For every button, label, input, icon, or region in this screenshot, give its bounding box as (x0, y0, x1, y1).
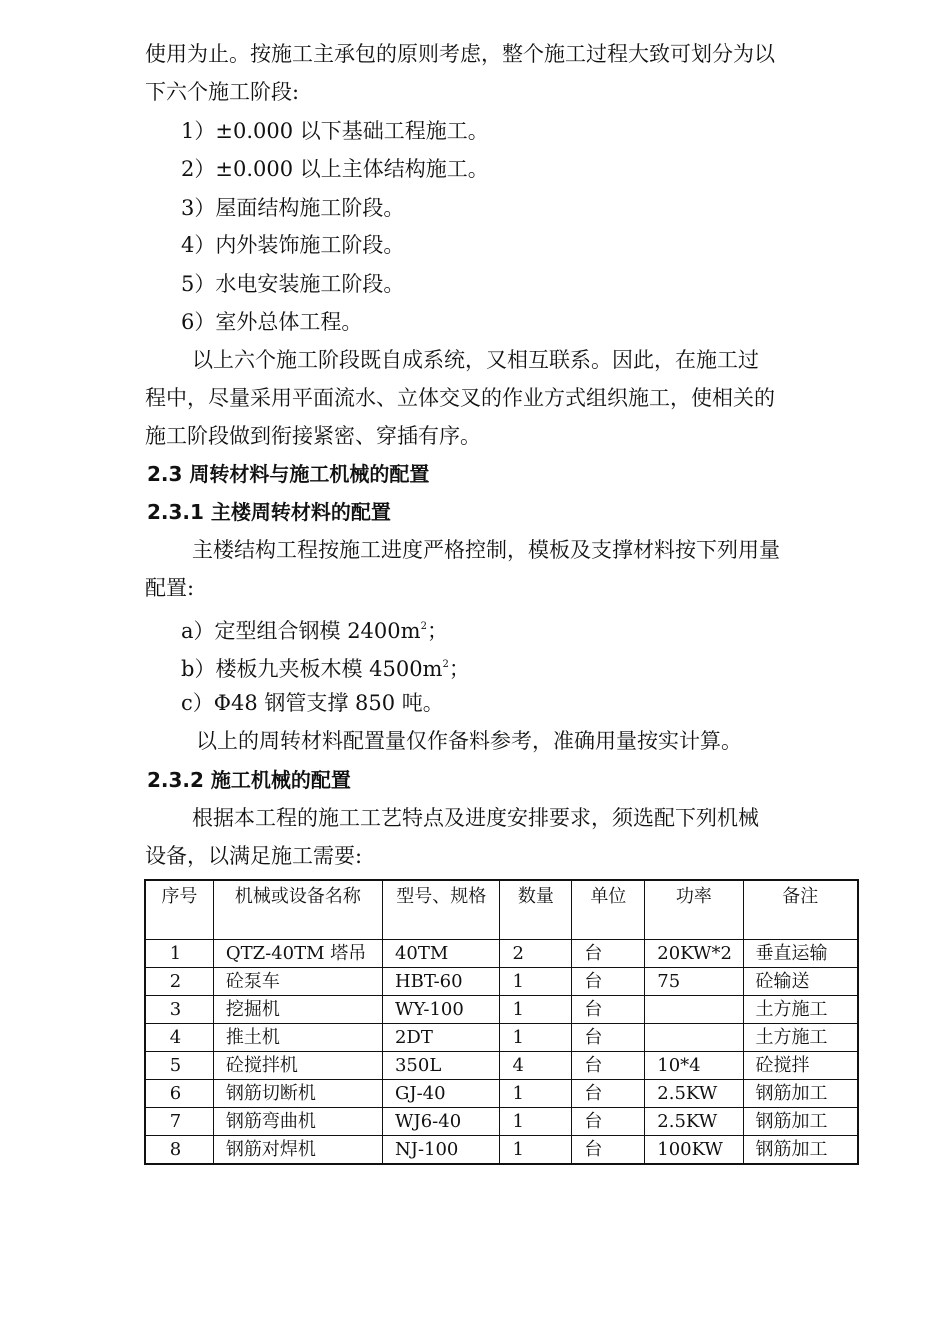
cell-name: 砼泵车 (213, 968, 382, 996)
section-2-3-1-heading: 2.3.1 主楼周转材料的配置 (147, 500, 391, 524)
table-row (145, 940, 858, 968)
cell-note: 土方施工 (743, 1024, 858, 1052)
header-name: 机械或设备名称 (213, 880, 382, 940)
material-item-b (181, 646, 881, 688)
section-2-3-2-para-line-1: 根据本工程的施工工艺特点及进度安排要求，须选配下列机械 (192, 806, 759, 830)
cell-no: 5 (145, 1052, 213, 1080)
cell-no: 6 (145, 1080, 213, 1108)
cell-model: 350L (382, 1052, 499, 1080)
table-row (145, 1024, 858, 1052)
cell-unit: 台 (572, 940, 645, 968)
cell-model: HBT-60 (382, 968, 499, 996)
stage-item-1: 1）±0.000 以下基础工程施工。 (181, 119, 489, 143)
cell-unit: 台 (572, 996, 645, 1024)
header-model: 型号、规格 (382, 880, 499, 940)
summary-line-1: 以上六个施工阶段既自成系统，又相互联系。因此，在施工过 (192, 348, 759, 372)
cell-power: 75 (645, 968, 743, 996)
cell-qty: 1 (500, 1108, 572, 1136)
material-item-b-text: b）楼板九夹板木模 4500m (181, 657, 443, 681)
cell-note: 钢筋加工 (743, 1136, 858, 1165)
cell-power (645, 996, 743, 1024)
material-item-a-superscript: 2 (420, 621, 427, 632)
cell-unit: 台 (572, 1080, 645, 1108)
header-note: 备注 (743, 880, 858, 940)
table-row (145, 1136, 858, 1165)
cell-note: 垂直运输 (743, 940, 858, 968)
cell-name: 钢筋切断机 (213, 1080, 382, 1108)
section-2-3-heading: 2.3 周转材料与施工机械的配置 (147, 462, 430, 486)
table-row (145, 1052, 858, 1080)
header-unit: 单位 (572, 880, 645, 940)
material-item-c: c）Φ48 钢管支撑 850 吨。 (181, 691, 444, 715)
cell-model: WJ6-40 (382, 1108, 499, 1136)
material-item-b-superscript: 2 (442, 659, 449, 670)
cell-no: 3 (145, 996, 213, 1024)
table-row (145, 996, 858, 1024)
cell-note: 钢筋加工 (743, 1108, 858, 1136)
material-item-a-tail: ； (426, 619, 448, 643)
cell-note: 钢筋加工 (743, 1080, 858, 1108)
intro-line-2: 下六个施工阶段: (145, 80, 300, 104)
section-2-3-1-para-line-1: 主楼结构工程按施工进度严格控制，模板及支撑材料按下列用量 (192, 538, 780, 562)
stage-item-2: 2）±0.000 以上主体结构施工。 (181, 157, 489, 181)
cell-name: 钢筋弯曲机 (213, 1108, 382, 1136)
cell-name: 钢筋对焊机 (213, 1136, 382, 1165)
cell-model: GJ-40 (382, 1080, 499, 1108)
cell-qty: 1 (500, 996, 572, 1024)
cell-power: 20KW*2 (645, 940, 743, 968)
cell-no: 1 (145, 940, 213, 968)
material-note: 以上的周转材料配置量仅作备料参考，准确用量按实计算。 (196, 729, 742, 753)
cell-no: 8 (145, 1136, 213, 1165)
cell-name: 推土机 (213, 1024, 382, 1052)
cell-power (645, 1024, 743, 1052)
cell-no: 2 (145, 968, 213, 996)
header-no: 序号 (145, 880, 213, 940)
cell-model: NJ-100 (382, 1136, 499, 1165)
stage-item-6: 6）室外总体工程。 (181, 310, 363, 334)
cell-note: 土方施工 (743, 996, 858, 1024)
cell-name: 挖掘机 (213, 996, 382, 1024)
cell-qty: 2 (500, 940, 572, 968)
summary-line-2: 程中，尽量采用平面流水、立体交叉的作业方式组织施工，使相关的 (145, 386, 775, 410)
material-item-a-text: a）定型组合钢模 2400m (181, 619, 421, 643)
stage-item-5: 5）水电安装施工阶段。 (181, 272, 405, 296)
cell-qty: 1 (500, 1080, 572, 1108)
intro-line-1: 使用为止。按施工主承包的原则考虑，整个施工过程大致可划分为以 (145, 42, 775, 66)
section-2-3-2-para-line-2: 设备，以满足施工需要: (145, 844, 363, 868)
cell-note: 砼搅拌 (743, 1052, 858, 1080)
cell-power: 2.5KW (645, 1080, 743, 1108)
header-power: 功率 (645, 880, 743, 940)
material-item-b-tail: ； (448, 657, 470, 681)
cell-name: QTZ-40TM 塔吊 (213, 940, 382, 968)
cell-qty: 4 (500, 1052, 572, 1080)
material-item-a (181, 608, 881, 650)
cell-unit: 台 (572, 1052, 645, 1080)
cell-unit: 台 (572, 968, 645, 996)
cell-qty: 1 (500, 1136, 572, 1165)
cell-power: 100KW (645, 1136, 743, 1165)
section-2-3-1-para-line-2: 配置: (145, 576, 195, 600)
section-2-3-2-heading: 2.3.2 施工机械的配置 (147, 768, 351, 792)
summary-line-3: 施工阶段做到衔接紧密、穿插有序。 (145, 424, 481, 448)
stage-item-4: 4）内外装饰施工阶段。 (181, 233, 405, 257)
table-row (145, 968, 858, 996)
equipment-table (144, 879, 859, 1165)
cell-no: 7 (145, 1108, 213, 1136)
cell-qty: 1 (500, 1024, 572, 1052)
equipment-table-header-row (145, 880, 858, 940)
cell-name: 砼搅拌机 (213, 1052, 382, 1080)
stage-item-3: 3）屋面结构施工阶段。 (181, 196, 405, 220)
cell-unit: 台 (572, 1136, 645, 1165)
cell-note: 砼输送 (743, 968, 858, 996)
cell-model: 40TM (382, 940, 499, 968)
cell-unit: 台 (572, 1024, 645, 1052)
table-row (145, 1108, 858, 1136)
cell-qty: 1 (500, 968, 572, 996)
cell-model: 2DT (382, 1024, 499, 1052)
cell-no: 4 (145, 1024, 213, 1052)
table-row (145, 1080, 858, 1108)
cell-power: 2.5KW (645, 1108, 743, 1136)
cell-unit: 台 (572, 1108, 645, 1136)
cell-model: WY-100 (382, 996, 499, 1024)
header-qty: 数量 (500, 880, 572, 940)
cell-power: 10*4 (645, 1052, 743, 1080)
